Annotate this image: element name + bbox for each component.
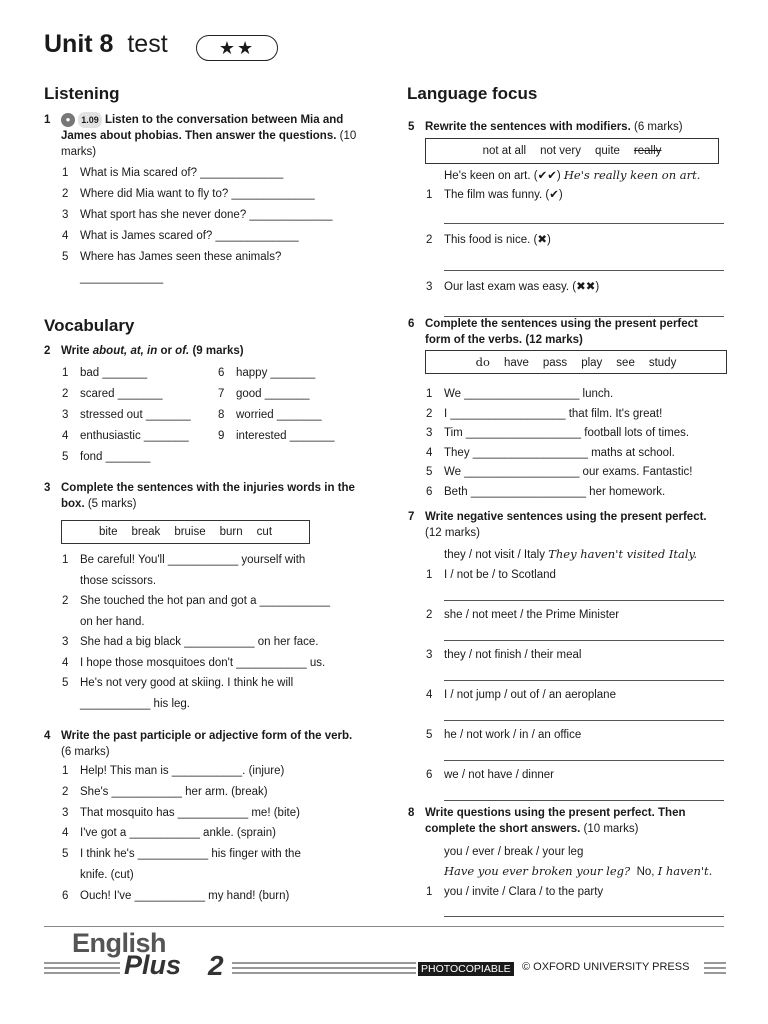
stripe-line bbox=[704, 972, 726, 974]
q7-list bbox=[426, 568, 724, 801]
list-item: 2 She's ___________ her arm. (break) bbox=[62, 785, 268, 798]
stripe-line bbox=[44, 967, 120, 969]
q8-example-prompt: you / ever / break / your leg bbox=[444, 846, 584, 858]
list-item: 1 bad _______ bbox=[62, 367, 148, 379]
q6-list bbox=[426, 387, 734, 505]
q4-list bbox=[62, 764, 380, 910]
list-item: 7 good _______ bbox=[218, 388, 310, 400]
list-item: 3 Tim __________________ football lots of times. bbox=[426, 427, 690, 440]
list-item: 5 He's not very good at skiing. I think he will bbox=[62, 677, 294, 689]
difficulty-stars: ★★ bbox=[196, 35, 278, 61]
list-item: those scissors. bbox=[80, 574, 157, 587]
list-item: 6 happy _______ bbox=[218, 367, 316, 379]
cd-track: 1.09 bbox=[78, 112, 102, 128]
q1-list bbox=[62, 166, 380, 292]
q8-instruction: 8 Write questions using the present perfect. Then complete the short answers. (10 marks) bbox=[408, 807, 686, 835]
answer-line bbox=[444, 222, 724, 224]
q2-list-right bbox=[218, 366, 376, 450]
answer-line bbox=[444, 639, 724, 641]
list-item: 2 I __________________ that film. It's great! bbox=[426, 407, 663, 420]
stripe-line bbox=[232, 972, 416, 974]
list-item: 8 worried _______ bbox=[218, 409, 322, 421]
list-item: 3 they / not finish / their meal bbox=[426, 649, 582, 661]
list-item: 1 you / invite / Clara / to the party bbox=[426, 886, 604, 898]
answer-line bbox=[444, 799, 724, 801]
stripe-line bbox=[704, 967, 726, 969]
q5-instruction: 5 Rewrite the sentences with modifiers. (6 marks) bbox=[408, 121, 683, 133]
q8-example-answer: Have you ever broken your leg? No, I haven't. bbox=[444, 864, 713, 878]
list-item: 3 stressed out _______ bbox=[62, 409, 191, 421]
q4-instruction: 4 Write the past participle or adjective form of the verb. (6 marks) bbox=[44, 730, 353, 758]
list-item: 3 She had a big black ___________ on her face. bbox=[62, 636, 319, 648]
answer-line bbox=[444, 599, 724, 601]
answer-line bbox=[444, 759, 724, 761]
list-item: 5 Where has James seen these animals? bbox=[62, 251, 282, 263]
list-item: 6 we / not have / dinner bbox=[426, 769, 554, 781]
list-item: 1 I / not be / to Scotland bbox=[426, 569, 556, 581]
list-item: 4 I hope those mosquitoes don't ___________ us. bbox=[62, 656, 326, 669]
list-item: 6 Ouch! I've ___________ my hand! (burn) bbox=[62, 889, 290, 902]
list-item: 1 Be careful! You'll ___________ yourself with bbox=[62, 554, 306, 566]
q2-list-left bbox=[62, 366, 220, 471]
list-item: 1 Help! This man is ___________. (injure) bbox=[62, 765, 285, 777]
list-item: 2 Where did Mia want to fly to? _____________ bbox=[62, 188, 315, 200]
list-item: 2 scared _______ bbox=[62, 388, 163, 400]
publisher-label: © OXFORD UNIVERSITY PRESS bbox=[522, 961, 690, 973]
list-item: 4 What is James scared of? _____________ bbox=[62, 230, 299, 242]
list-item: on her hand. bbox=[80, 615, 145, 628]
answer-line bbox=[444, 679, 724, 681]
list-item: 2 she / not meet / the Prime Minister bbox=[426, 609, 620, 621]
list-item: 9 interested _______ bbox=[218, 430, 335, 442]
list-item: 1 We __________________ lunch. bbox=[426, 388, 614, 400]
q5-list bbox=[426, 188, 724, 317]
list-item: 2 This food is nice. (✖) bbox=[426, 234, 551, 246]
q2-instruction: 2 Write about, at, in or of. (9 marks) bbox=[44, 345, 244, 357]
list-item: 5 he / not work / in / an office bbox=[426, 729, 582, 741]
q5-example: He's keen on art. (✔✔) He's really keen on art. bbox=[444, 168, 701, 182]
q6-instruction: 6 Complete the sentences using the present perfect form of the verbs. (12 marks) bbox=[408, 318, 698, 346]
list-item: 4 I've got a ___________ ankle. (sprain) bbox=[62, 827, 276, 840]
list-item: 3 Our last exam was easy. (✖✖) bbox=[426, 281, 600, 293]
q5-word-box: not at all not very quite really bbox=[425, 138, 719, 164]
stripe-line bbox=[232, 962, 416, 964]
list-item: 5 fond _______ bbox=[62, 451, 151, 463]
answer-line bbox=[444, 915, 724, 917]
q7-example: they / not visit / Italy They haven't visited Italy. bbox=[444, 547, 698, 561]
list-item: 5 I think he's ___________ his finger with the bbox=[62, 848, 301, 861]
q3-list bbox=[62, 553, 380, 717]
list-item: 2 She touched the hot pan and got a ___________ bbox=[62, 595, 331, 607]
q3-instruction: 3 Complete the sentences with the injuries words in the box. (5 marks) bbox=[44, 482, 355, 510]
list-item: 6 Beth __________________ her homework. bbox=[426, 485, 666, 498]
language-focus-heading: Language focus bbox=[407, 84, 538, 103]
list-item: 3 That mosquito has ___________ me! (bite) bbox=[62, 806, 300, 819]
list-item: 4 I / not jump / out of / an aeroplane bbox=[426, 689, 616, 701]
list-item: 1 What is Mia scared of? _____________ bbox=[62, 167, 284, 179]
q1-instruction: 1 ● 1.09 Listen to the conversation between Mia and James about phobias. Then answer the questions. (10 marks) bbox=[44, 114, 357, 159]
list-item: 4 enthusiastic _______ bbox=[62, 430, 189, 442]
stripe-line bbox=[44, 972, 120, 974]
q8-list bbox=[426, 885, 724, 917]
listening-heading: Listening bbox=[44, 84, 120, 103]
list-item: 5 We __________________ our exams. Fantastic! bbox=[426, 466, 693, 479]
list-item: 4 They __________________ maths at school. bbox=[426, 446, 675, 459]
cd-icon: ● bbox=[61, 113, 75, 127]
q6-word-box: do have pass play see study bbox=[425, 350, 727, 374]
english-plus-logo: English Plus 2 bbox=[72, 928, 224, 981]
stripe-line bbox=[704, 962, 726, 964]
list-item: ___________ his leg. bbox=[80, 697, 190, 710]
list-item: 1 The film was funny. (✔) bbox=[426, 189, 563, 201]
answer-line bbox=[444, 269, 724, 271]
photocopiable-label: PHOTOCOPIABLE bbox=[418, 962, 514, 976]
list-item: knife. (cut) bbox=[80, 868, 134, 881]
q7-instruction: 7 Write negative sentences using the present perfect. (12 marks) bbox=[408, 511, 707, 539]
list-item: _____________ bbox=[80, 272, 164, 284]
page-title: Unit 8 test bbox=[44, 30, 168, 58]
stripe-line bbox=[44, 962, 120, 964]
stripe-line bbox=[232, 967, 416, 969]
list-item: 3 What sport has she never done? _____________ bbox=[62, 209, 333, 221]
answer-line bbox=[444, 719, 724, 721]
q3-word-box: bite break bruise burn cut bbox=[61, 520, 310, 544]
vocabulary-heading: Vocabulary bbox=[44, 316, 135, 335]
